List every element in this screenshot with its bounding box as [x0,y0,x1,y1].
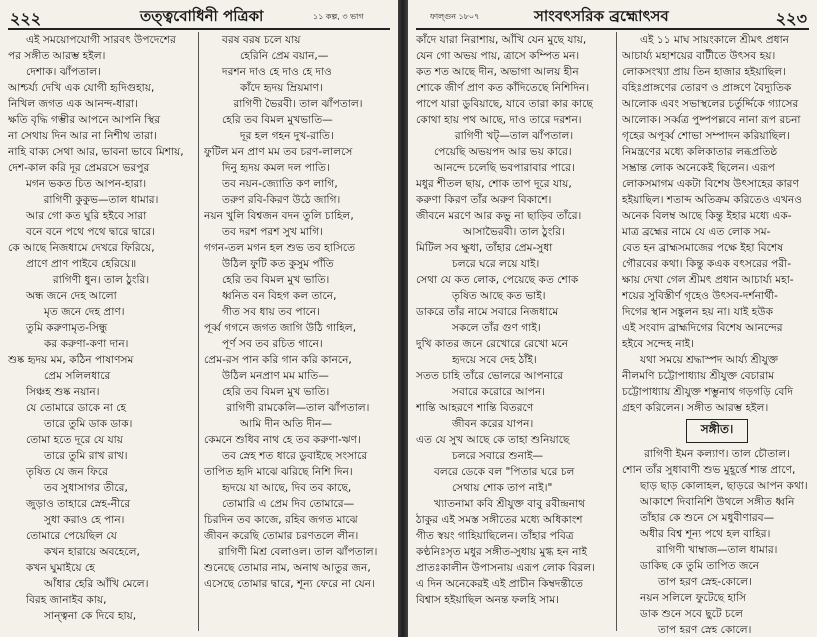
raga-heading: রাগিণী কুকুভ—তাল ধামার। [43,194,159,206]
text-line: বেত হন ব্রাহ্মসমাজের পক্ষে ইহা বিশেষ [622,242,784,254]
text-line: যথা সময়ে শ্রদ্ধাস্পদ আর্য্য শ্রীযুক্ত [640,354,779,366]
text-line: হেরিনি প্রেম বয়ান,— [240,50,329,62]
text-line: তারে তুমি রাখ রাখ। [44,450,128,462]
column-divider [198,32,199,631]
text-line: ক্ষতি বৃদ্ধি গম্ভীর আপনে আপনি স্থির [8,114,161,126]
text-line: তাঁহার কে শুনে সে মধুবীণারব— [640,512,775,524]
text-line: হেরি তব বিমল মুখ ভাতি। [222,274,330,286]
text-line: আচার্য্য মহাশয়ের বাটীতে উৎসব হয়। [622,50,776,62]
text-line: তব নয়ন-জ্যোতি কণ লাগি, [222,178,338,190]
right-page-number: ২২৩ [775,9,807,28]
book-gutter [398,0,408,637]
text-line: চলরে সবারে শুনাই— [452,450,544,462]
text-line: আমি দীন অতি দীন— [240,418,332,430]
text-line: আশ্চর্য্য দেখি এক যোগী হৃদিগুহায়, [8,82,155,94]
text-line: দরশন দাও হে দাও হে দাও [222,66,332,78]
text-line: প্রাতঃকালীন উপাসনায় এরূপ লোক বিরল। [416,562,596,574]
text-line: হৃদয়ে যা আছে, দিব তব কাছে, [222,482,352,494]
text-line: তাপ হরণ স্নেহ-কোলে। [658,576,752,588]
text-line: অনেক বিলম্ব আছে কিন্তু ইহার মধ্যে এক- [622,210,792,222]
text-line: জীবন করের যাপন। [452,418,534,430]
text-line: আকাশে দিবানিশি উথলে সঙ্গীত ধ্বনি [640,496,795,508]
text-line: অধীর বিশ্ব শূন্য পথে হল বাহির। [640,528,771,540]
text-line: নাহি বাক্য সেথা আর, ভাবনা ভাবে মিশায়, [8,146,184,158]
text-line: বনে বনে পথে পথে দ্বারে দ্বারে। [26,226,156,238]
text-line: পূর্ণ সব তব রচিত গানে। [222,338,323,350]
text-line: শান্তি আহরণে শান্তি বিতরণে [416,402,534,414]
text-line: সম্ভ্রান্ত লোক অনেকেই ছিলেন। এরূপ [622,162,775,174]
text-line: হইয়াছিল। শতাব্দ অতিক্রম করিতেও এখনও [622,194,803,206]
text-line: হৃদয়ে সবে দেহ ঠাঁই। [452,354,537,366]
text-line: লোকসমাগম একটা বিশেষ উৎসাহের কারণ [622,178,799,190]
text-line: কত শত আছে দীন, অভাগা আলয় হীন [416,66,579,78]
text-line: ডাকিছ কে তুমি তাপিত জনে [640,560,760,572]
text-line: আলোক। সর্ব্বত্র পুষ্পপল্লবে নানা রূপ রচনা [622,114,801,126]
text-line: এত যে সুখ আছে কে তাহা শুনিয়াছে [416,434,570,446]
raga-heading: রাগিণী মিশ্র বেলাওল। তাল ঝাঁপতাল। [218,546,378,558]
text-line: এই সময়োপযোগী সারবৎ উপদেশের [26,34,176,46]
text-line: প্রেম সলিলধারে [44,370,111,382]
text-line: অন্ধ জনে দেহ আলো [26,290,117,302]
text-line: সিঞ্চহ শুষ্ক নয়ান। [26,386,100,398]
text-line: তাপিত হৃদি মাঝে ঝরিছে নিশি দিন। [204,466,353,478]
text-line: জীবনে মরণে আর কভু না ছাড়িব তাঁরে। [416,210,582,222]
text-line: আলোক এবং সভাস্থলের চর্তুর্দ্দিকে গ্যাসের [622,98,799,110]
text-line: শুনেছে তোমার নাম, অনাথ আতুর জন, [204,562,371,574]
left-page-number: ২২২ [10,9,42,28]
text-line: হইবে সন্দেহ নাই। [622,338,694,350]
text-line: তব স্নেহ শত ধারে ডুবাইছে সংসারে [222,450,368,462]
text-line: পেয়েছি অভয়পদ আর ভয় কারে। [434,146,572,158]
text-line: যেন গো অভয় পায়, ত্রাসে কম্পিত মন। [416,50,580,62]
text-line: শুষ্ক হৃদয় মম, কঠিন পাষাণসম [8,354,134,366]
text-line: আনন্দে চলেছি ভবপারাবার পারে। [434,162,575,174]
raga-heading: রাগিণী খাম্বাজ—তাল ধামার। [656,544,778,556]
raga-heading: রাগিণী রামকেলি—তাল ঝাঁপতাল। [226,402,370,414]
text-line: বলরে ডেকে বল "পিতার ঘরে চল [434,466,575,478]
article-title: সাংবৎসরিক ব্রহ্মোৎসব [534,7,669,25]
text-line: মগন ভকত চিত আপন-হারা। [26,178,147,190]
text-line: বহিঃপ্রাঙ্গণের তোরণ ও প্রাঙ্গণে বৈদ্যুতিক [622,82,792,94]
text-line: ছাড় ছাড় কোলাহল, ছাড়রে আপন কথা। [640,480,808,492]
text-line: চট্টোপাধ্যায় শ্রীযুক্ত শম্ভুনাথ গড়গড়ি বেদি [622,386,793,398]
text-line: উঠিল মনপ্রাণ মম মাতি— [222,370,329,382]
text-line: তুমি করুণামৃত-সিন্ধু [26,322,108,334]
text-line: তাপ হরণ স্নেহ কোলে। [658,624,752,633]
text-line: তোমা হতে দূরে যে যায় [26,434,123,446]
text-line: জীবন করেছি তোমার চরণতলে লীন। [204,530,359,542]
text-line: ঠাকুর এই সমস্ত সঙ্গীতের মধ্যে অধিকাংশ [416,514,583,526]
text-line: দিগের স্থান সঙ্কুলন হয় না। যাই হউক [622,306,773,318]
text-line: কেমনে শুধিব নাথ হে তব করুণা-ঋণ। [204,434,361,446]
section-title: সঙ্গীত। [686,419,749,443]
text-line: দিনু হৃদয় কমল দল পাতি। [222,162,330,174]
raga-heading: রাগিণী ভৈরবী। তাল ঝাঁপতাল। [233,98,363,110]
text-line: সুধা করাও হে পান। [44,514,125,526]
text-line: দুখি কাতর জনে রেখোরে রেখো মনে [416,338,569,350]
text-line: এই ১১ মাঘ সায়ংকালে শ্রীমৎ প্রধান [640,34,789,46]
text-line: এসেছে তোমার দ্বারে, শূন্য ফেরে না যেন। [204,578,375,590]
left-column-2 [204,32,392,633]
right-column-1 [416,32,612,633]
text-line: চলরে ঘরে লয়ে যাই। [452,258,540,270]
text-line: চিরদিন তব কাজে, রহিব জগত মাঝে [204,514,358,526]
text-line: লোকসংখ্যা প্রায় তিন হাজার হইয়াছিল। [622,66,786,78]
text-line: গীত স্বয়ং গাহিয়াছিলেন। তাঁহার পবিত্র [416,530,574,542]
text-line: কে আছে নিজধামে দেখরে ফিরিয়ে, [8,242,155,254]
text-line: তোমারি এ প্রেম দিব তোমারে— [222,498,355,510]
text-line: ডাক শুনে সবে ছুটে চলে [640,608,743,620]
text-line: না সেথায় দিন আর না নিশীথ তারা। [8,130,157,142]
month-label: ফাল্গুন ১৮০৭ [430,12,480,21]
text-line: ফুটিল মন প্রাণ মম তব চরণ-লালসে [204,146,353,158]
text-line: দেশ-কাল করি দূর প্রেমরসে ভরপুর [8,162,150,174]
text-line: গ্রহণ করিলেন। সঙ্গীত আরম্ভ হইল। [622,402,769,414]
text-line: শয়ের সুবিস্তীর্ণ গৃহেও উৎসব-দর্শনার্থী- [622,290,778,302]
text-line: তব সুধাসাগর তীরে, [44,482,128,494]
text-line: নয়ন খুলি বিশ্বজন বদন তুলি চাহিল, [204,210,354,222]
text-line: আঁধার হেরি আঁখি মেলে। [44,578,149,590]
text-line: সান্ত্বনা কে দিবে হায়, [44,610,137,622]
text-line: গৌরবের কথা। কিন্তু কএক বৎসরের পরী- [622,258,792,270]
journal-title: তত্ত্ববোধিনী পত্রিকা [140,7,264,25]
text-line: বিশ্বাস হইয়াছিল অনন্ত ফলহি সাম। [416,594,560,606]
text-line: কখন হারায়ে অবহেলে, [44,546,140,558]
text-line: মৃত জনে দেহ প্রাণ। [44,306,125,318]
text-line: মিটিল সব ক্ষুধা, তাঁহার প্রেম-সুধা [416,242,553,254]
text-line: নিখিল জগত এক আনন্দ-ধারা। [8,98,138,110]
text-line: এই সংবাদ ব্রাহ্মদিগের বিশেষ আনন্দের [622,322,783,334]
right-column-2 [622,32,812,633]
text-line: তৃষিত আছে কত ভাই। [452,290,546,302]
text-line: নিমন্ত্রণের মধ্যে কলিকাতার লব্ধপ্রতিষ্ঠ [622,146,778,158]
text-line: গগন-তল মগন হল শুভ তব হাসিতে [204,242,356,254]
section-title-box-wrap [622,416,812,446]
text-line: তারে তুমি ডাক ডাক। [44,418,133,430]
text-line: শোন তাঁর সুধাবাণী শুভ মুহূর্ত্তে শান্ত প্রাণে, [622,464,796,476]
text-line: সবারে করোরে আপন। [452,386,546,398]
raga-heading: আসাভৈরবী। তাল ঠুংরি। [463,226,565,238]
raga-heading: দেশাক। ঝাঁপতাল। [26,66,101,78]
text-line: গৃহের অপূর্ব্ব শোভা সম্পাদন করিয়াছিল। [622,130,790,142]
left-column-1 [8,32,194,633]
text-line: প্রাণে প্রাণ পাইবে হেরিয়ে॥ [26,258,137,270]
column-divider [616,32,617,631]
text-line: জুড়াও তাহারে স্নেহ-নীরে [26,498,131,510]
text-line: কখন ঘুমাইয়ে হে [26,562,95,574]
text-line: তোমারে পেয়েছিল যে [26,530,117,542]
left-header [8,6,390,30]
text-line: তরুণ রবি-কিরণ উঠে জাগি। [222,194,341,206]
text-line: সেথা যে কত লোক, পেয়েছে কত শোক [416,274,579,286]
text-line: কণ্ঠনিঃসৃত মধুর সঙ্গীত-সুধায় মুগ্ধ হন নাই [416,546,587,558]
text-line: তৃষিত যে জন ফিরে [26,466,108,478]
text-line: গীত সব ধায় তব পানে। [222,306,321,318]
text-line: তব দরশ পরশ সুখ মাগি। [222,226,323,238]
text-line: সেথায় শোক তাপ নাই।" [452,482,553,494]
text-line: কাঁদে যারা নিরাশায়, আঁখি যেন মুছে যায়, [416,34,587,46]
text-line: কোথা হায় পথ আছে, দাও তারে দরশন। [416,114,582,126]
right-header [416,6,809,30]
text-line: ক্ষায় দেখা গেল শ্রীমৎ প্রধান আচার্য্য মহা- [622,274,794,286]
raga-heading: রাগিণী ইমন কল্যাণ। তাল চৌতাল। [644,448,790,460]
raga-heading: রাগিণী খট্—তাল ঝাঁপতাল। [454,130,574,142]
text-line: হেরি তব বিমল মুখভাতি— [222,114,333,126]
issue-label: ১১ কল্প, ৩ ভাগ [313,12,364,21]
text-line: মধুর শীতল ছায়, শোক তাপ দূরে যায়, [416,178,572,190]
text-line: সতত চাহি তাঁরে ভোলরে আপনারে [416,370,564,382]
text-line: হেরি তব বিমল মুখ ভাতি। [222,386,330,398]
text-line: নীলমণি চট্টোপাধ্যায় শ্রীযুক্ত বেচারাম [622,370,775,382]
left-page [0,0,398,637]
text-line: পর সঙ্গীত আরম্ভ হইল। [8,50,106,62]
text-line: শোকে জীর্ণ প্রাণ কত কাঁদিতেছে নিশিদিন। [416,82,590,94]
text-line: উঠিল ফুটি কত কুসুম পাঁতি [222,258,334,270]
text-line: এ দিন অনেকেরই এই প্রাচীন কিম্বদন্তীতে [416,578,583,590]
text-line: কর করুণা-কণা দান। [44,338,129,350]
raga-heading: রাগিণী ধুন। তাল ঠুংরি। [52,274,150,286]
text-line: বিরহ জানাইব কায়, [26,594,107,606]
text-line: ডাকরে তাঁর নামে সবারে নিজধামে [416,306,559,318]
text-line: খ্যাতনামা কবি শ্রীযুক্ত বাবু রবীন্দ্রনাথ [434,498,586,510]
text-line: সকলে তাঁর গুণ গাই। [452,322,541,334]
text-line: বরষ বরষ চলে যায় [222,34,301,46]
text-line: পাপে যারা ডুবিয়াছে, যাবে তারা কার কাছে [416,98,593,110]
text-line: পূর্ব্ব গগনে জগত জাগি উঠি গাহিল, [204,322,357,334]
text-line: মাত্র ব্রহ্মের নামে যে এত লোক সম- [622,226,771,238]
text-line: কাঁদে হৃদয় ম্রিয়মাণ। [240,82,323,94]
text-line: ধ্বনিত বন বিহগ কল তানে, [222,290,337,302]
text-line: নয়ন সলিলে ফুটেছে হাসি [640,592,747,604]
text-line: করুণা কিরণ তাঁর অরুণ বিকাশে। [416,194,552,206]
right-page [408,0,817,637]
text-line: প্রেম-রস পান করি গান করি কাননে, [204,354,352,366]
text-line: যে তোমারে ডাকে না হে [26,402,127,414]
text-line: আর গো কত ঘুরি হইবে সারা [26,210,147,222]
text-line: দূর হল গহন দুখ-রাতি। [240,130,334,142]
